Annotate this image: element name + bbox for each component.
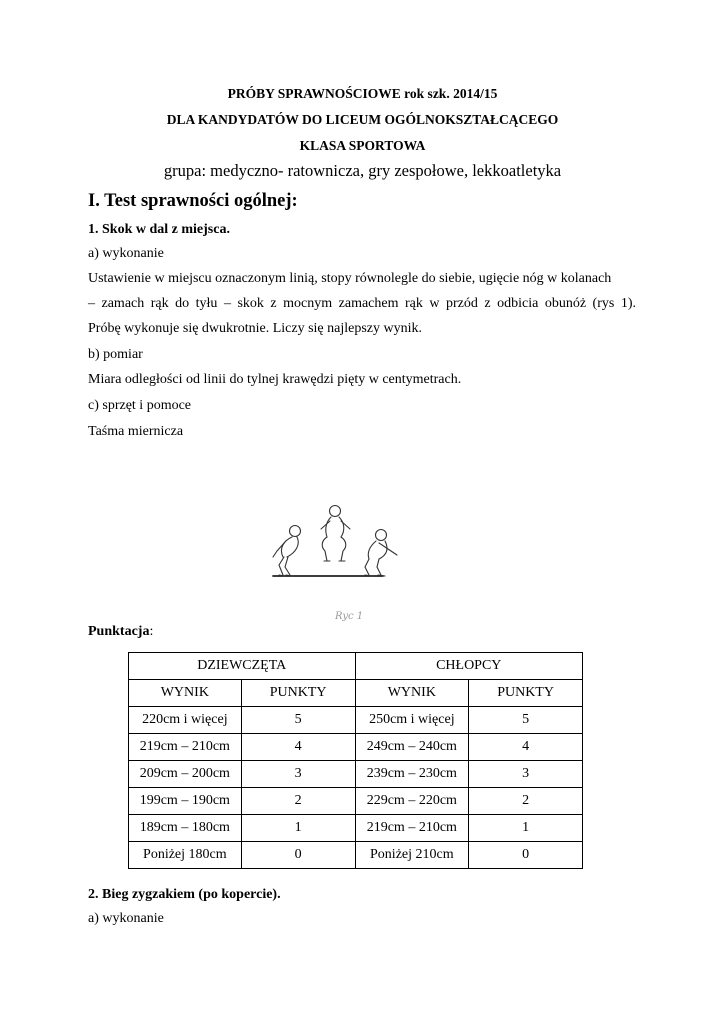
test1-a-text-3: Próbę wykonuje się dwukrotnie. Liczy się najlepszy wynik. xyxy=(88,321,422,336)
table-cell: 1 xyxy=(241,815,355,842)
table-cell: 0 xyxy=(469,842,583,869)
scoring-label-colon: : xyxy=(149,624,154,639)
test2-a-label: a) wykonanie xyxy=(88,911,164,926)
figure-caption: Ryc 1 xyxy=(335,611,364,622)
header-result-boys: WYNIK xyxy=(355,680,469,707)
table-cell: Poniżej 180cm xyxy=(129,842,242,869)
group-header-row xyxy=(129,653,583,680)
test1-a-text-2: – zamach rąk do tyłu – skok z mocnym zamachem rąk w przód z odbicia obunóż (rys 1). xyxy=(88,296,636,311)
header-line-3: KLASA SPORTOWA xyxy=(299,138,426,153)
table-cell: 219cm – 210cm xyxy=(355,815,469,842)
test1-b-label: b) pomiar xyxy=(88,347,143,362)
table-cell: 5 xyxy=(241,707,355,734)
table-cell: 219cm – 210cm xyxy=(129,734,242,761)
table-cell: 2 xyxy=(241,788,355,815)
header-line-2: DLA KANDYDATÓW DO LICEUM OGÓLNOKSZTAŁCĄCEGO xyxy=(166,112,559,127)
table-cell: 4 xyxy=(469,734,583,761)
table-cell: 0 xyxy=(241,842,355,869)
table-cell: 189cm – 180cm xyxy=(129,815,242,842)
table-row xyxy=(129,734,583,761)
test2-title: 2. Bieg zygzakiem (po kopercie). xyxy=(88,887,281,902)
test1-b-text: Miara odległości od linii do tylnej krawędzi pięty w centymetrach. xyxy=(88,372,462,387)
table-cell: 199cm – 190cm xyxy=(129,788,242,815)
table-row xyxy=(129,788,583,815)
group-boys: CHŁOPCY xyxy=(355,653,583,680)
table-cell: Poniżej 210cm xyxy=(355,842,469,869)
header-points-girls: PUNKTY xyxy=(241,680,355,707)
column-header-row xyxy=(129,680,583,707)
jumper-crouch xyxy=(273,526,301,577)
header-result-girls: WYNIK xyxy=(129,680,242,707)
group-subtitle: grupa: medyczno- ratownicza, gry zespołowe, lekkoatletyka xyxy=(163,161,562,180)
table-cell: 229cm – 220cm xyxy=(355,788,469,815)
table-row xyxy=(129,815,583,842)
table-cell: 249cm – 240cm xyxy=(355,734,469,761)
header-line-1: PRÓBY SPRAWNOŚCIOWE rok szk. 2014/15 xyxy=(227,86,498,101)
table-cell: 2 xyxy=(469,788,583,815)
header-points-boys: PUNKTY xyxy=(469,680,583,707)
table-cell: 1 xyxy=(469,815,583,842)
test1-c-label: c) sprzęt i pomoce xyxy=(88,398,192,413)
table-row xyxy=(129,707,583,734)
standing-jump-figure xyxy=(255,495,415,630)
table-cell: 250cm i więcej xyxy=(355,707,469,734)
scoring-label xyxy=(88,624,153,640)
table-cell: 5 xyxy=(469,707,583,734)
scoring-label-text: Punktacja xyxy=(88,624,150,639)
test1-a-label: a) wykonanie xyxy=(88,246,164,261)
test1-title: 1. Skok w dal z miejsca. xyxy=(88,222,230,237)
table-row xyxy=(129,761,583,788)
scoring-table xyxy=(128,652,583,869)
test1-c-text: Taśma miernicza xyxy=(88,424,184,439)
table-row xyxy=(129,842,583,869)
table-cell: 220cm i więcej xyxy=(129,707,242,734)
jumper-landing xyxy=(365,530,397,577)
group-girls: DZIEWCZĘTA xyxy=(129,653,356,680)
table-cell: 3 xyxy=(241,761,355,788)
table-cell: 4 xyxy=(241,734,355,761)
table-cell: 209cm – 200cm xyxy=(129,761,242,788)
table-cell: 239cm – 230cm xyxy=(355,761,469,788)
table-cell: 3 xyxy=(469,761,583,788)
section-heading: I. Test sprawności ogólnej: xyxy=(88,191,298,211)
test1-a-text-1: Ustawienie w miejscu oznaczonym linią, stopy równolegle do siebie, ugięcie nóg w kolanach xyxy=(88,271,612,286)
jumper-flight xyxy=(321,506,350,562)
